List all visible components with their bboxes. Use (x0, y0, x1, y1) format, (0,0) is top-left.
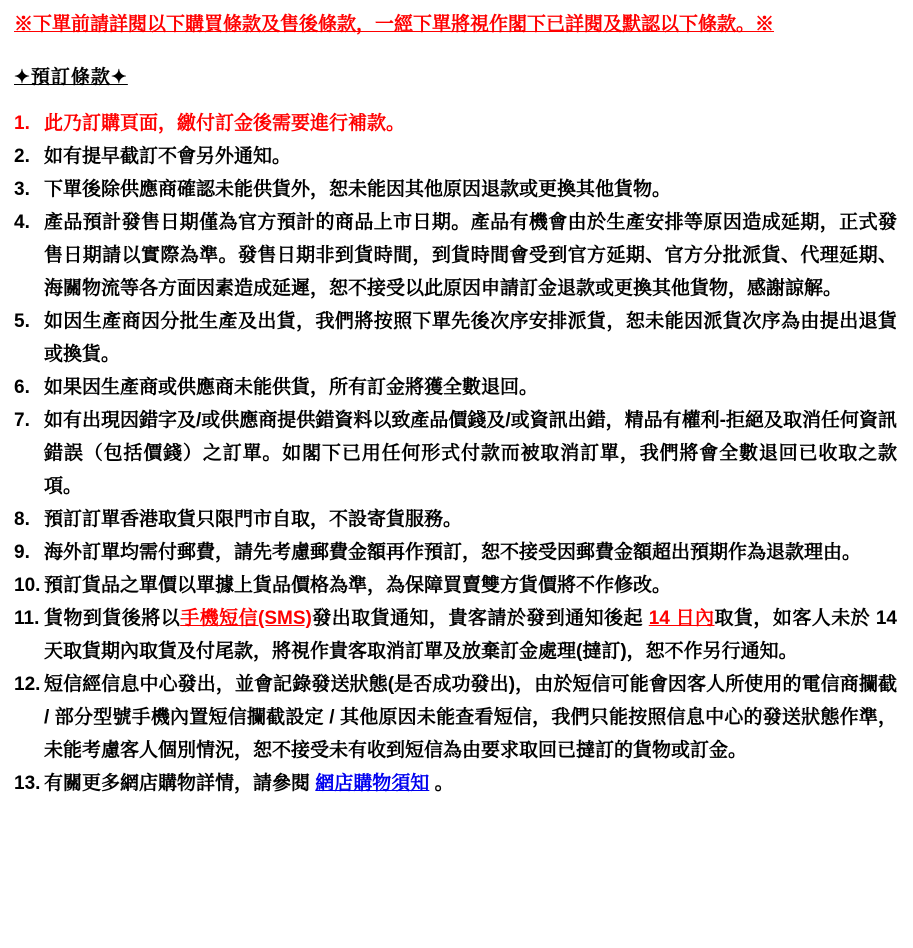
term-number: 9. (14, 542, 30, 563)
term-text-segment: 海外訂單均需付郵費，請先考慮郵費金額再作預訂，恕不接受因郵費金額超出預期作為退款理由。 (44, 542, 862, 563)
term-text (44, 536, 897, 569)
term-item-10 (14, 569, 897, 602)
term-text-segment: 預訂貨品之單價以單據上貨品價格為準，為保障買賣雙方貨價將不作修改。 (44, 575, 672, 596)
term-text-segment: 取貨，如客人未於 14 天取貨期內取貨及付尾款，將視作貴客取消訂單及放棄訂金處理(撻訂)，恕不作另行通知。 (44, 608, 897, 662)
term-item-3 (14, 173, 897, 206)
term-text (44, 371, 897, 404)
term-text-segment: 如因生產商因分批生產及出貨，我們將按照下單先後次序安排派貨，恕未能因派貨次序為由提出退貨或換貨。 (44, 311, 897, 365)
pickup-deadline-highlight: 14 日內 (648, 608, 715, 629)
term-text (44, 305, 897, 371)
term-number: 3. (14, 179, 30, 200)
term-text (44, 602, 897, 668)
term-text-segment: 貨物到貨後將以 (44, 608, 181, 629)
term-item-12 (14, 668, 897, 767)
terms-list (14, 107, 897, 800)
term-item-5 (14, 305, 897, 371)
term-text-segment: 產品預計發售日期僅為官方預計的商品上市日期。產品有機會由於生產安排等原因造成延期，正式發售日期請以實際為準。發售日期非到貨時間，到貨時間會受到官方延期、官方分批派貨、代理延期、海關物流等各方面因素造成延遲，恕不接受以此原因申請訂金退款或更換其他貨物，感謝諒解。 (44, 212, 897, 299)
term-text-segment: 短信經信息中心發出，並會記錄發送狀態(是否成功發出)，由於短信可能會因客人所使用的電信商攔截 / 部分型號手機內置短信攔截設定 / 其他原因未能查看短信，我們只能按照信息中心的發送狀態作準，未能考慮客人個別情況，恕不接受未有收到短信為由要求取回已撻訂的貨物或訂金。 (44, 674, 897, 761)
term-item-2 (14, 140, 897, 173)
term-text (44, 503, 897, 536)
store-shopping-guide-link[interactable]: 網店購物須知 (315, 773, 430, 794)
term-item-8 (14, 503, 897, 536)
term-item-1 (14, 107, 897, 140)
term-number: 13. (14, 773, 41, 794)
term-text-segment: 此乃訂購頁面，繳付訂金後需要進行補款。 (44, 113, 406, 134)
term-text (44, 107, 897, 140)
section-heading: ✦預訂條款✦ (14, 67, 128, 88)
term-text (44, 668, 897, 767)
term-text (44, 404, 897, 503)
term-item-6 (14, 371, 897, 404)
term-number: 10. (14, 575, 41, 596)
term-item-4 (14, 206, 897, 305)
term-number: 5. (14, 311, 30, 332)
term-item-9 (14, 536, 897, 569)
term-text (44, 767, 897, 800)
term-number: 4. (14, 212, 30, 233)
sms-highlight: 手機短信(SMS) (180, 608, 312, 629)
term-number: 12. (14, 674, 41, 695)
page-title: ※下單前請詳閱以下購買條款及售後條款，一經下單將視作閣下已詳閱及默認以下條款。※ (14, 14, 775, 35)
term-text-segment: 如果因生產商或供應商未能供貨，所有訂金將獲全數退回。 (44, 377, 539, 398)
term-text-segment: 有關更多網店購物詳情，請參閱 (44, 773, 316, 794)
term-number: 6. (14, 377, 30, 398)
term-text-segment: 發出取貨通知，貴客請於發到通知後起 (311, 608, 649, 629)
term-number: 11. (14, 608, 40, 629)
term-text-segment: 如有提早截訂不會另外通知。 (44, 146, 292, 167)
term-text (44, 140, 897, 173)
term-text (44, 206, 897, 305)
term-item-13 (14, 767, 897, 800)
term-text (44, 173, 897, 206)
term-number: 8. (14, 509, 30, 530)
term-text (44, 569, 897, 602)
term-text-segment: 預訂訂單香港取貨只限門市自取，不設寄貨服務。 (44, 509, 463, 530)
term-item-11 (14, 602, 897, 668)
term-text-segment: 下單後除供應商確認未能供貨外，恕未能因其他原因退款或更換其他貨物。 (44, 179, 672, 200)
term-text-segment: 如有出現因錯字及/或供應商提供錯資料以致產品價錢及/或資訊出錯，精品有權利-拒絕及取消任何資訊錯誤（包括價錢）之訂單。如閣下已用任何形式付款而被取消訂單，我們將會全數退回已收取之款項。 (44, 410, 897, 497)
term-number: 1. (14, 113, 30, 134)
term-number: 7. (14, 410, 30, 431)
term-number: 2. (14, 146, 30, 167)
term-text-segment: 。 (429, 773, 454, 794)
term-item-7 (14, 404, 897, 503)
